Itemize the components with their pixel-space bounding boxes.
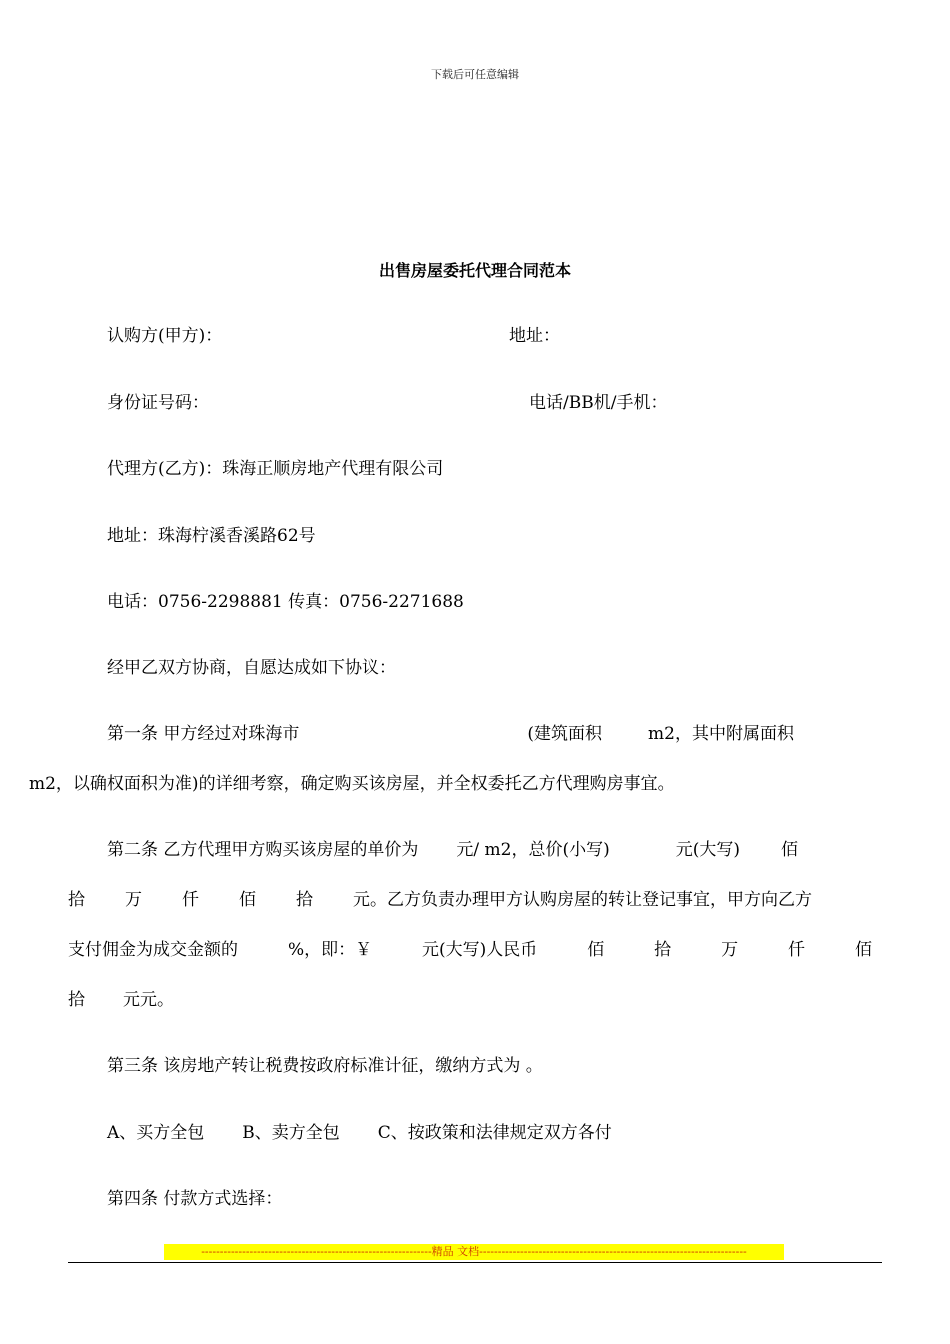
article-2-text-m: 佰 xyxy=(587,940,605,960)
article-2-text-c: 元(大写) xyxy=(675,840,741,860)
header-note: 下载后可任意编辑 xyxy=(431,68,519,81)
party-a-label: 认购方(甲方)： xyxy=(107,326,223,346)
article-2-text-j-line1: 元。乙方负责办理甲方认购房屋的转让登记事宜，甲方向乙方 xyxy=(353,890,812,910)
article-4: 第四条 付款方式选择： xyxy=(107,1189,283,1209)
article-2-text-n: 拾 xyxy=(654,940,672,960)
article-2-text-g: 仟 xyxy=(182,890,199,910)
article-2-text-b: 元/ m2，总价(小写) xyxy=(456,840,610,860)
party-b-contact: 电话：0756-2298881 传真：0756-2271688 xyxy=(107,592,464,612)
article-2-text-o: 万 xyxy=(721,940,739,960)
document-title: 出售房屋委托代理合同范本 xyxy=(378,261,571,280)
article-1-part4: m2，以确权面积为准)的详细考察，确定购买该房屋，并全权委托乙方代理购房事宜。 xyxy=(29,774,675,794)
phone-label: 电话/BB机/手机： xyxy=(529,393,668,413)
article-2-text-r: 拾 xyxy=(68,990,85,1010)
article-3: 第三条 该房地产转让税费按政府标准计征，缴纳方式为 。 xyxy=(107,1056,543,1076)
article-2-text-k: %，即：￥ xyxy=(287,940,373,960)
article-2-row3 xyxy=(68,938,872,962)
article-2-text-a: 第二条 乙方代理甲方购买该房屋的单价为 xyxy=(107,840,419,860)
article-2-text-l: 元(大写)人民币 xyxy=(422,940,538,960)
article-2-text-q: 佰 xyxy=(854,940,872,960)
article-2-text-p: 仟 xyxy=(788,940,806,960)
footer-banner: --------------------------------------------------------------精品 文档------------------------------------------------------------------------ xyxy=(164,1244,784,1260)
option-a: A、买方全包 xyxy=(107,1123,205,1143)
article-1 xyxy=(29,709,872,809)
article-1-part1: 第一条 甲方经过对珠海市 xyxy=(107,724,300,744)
party-a-address-label: 地址： xyxy=(509,326,560,346)
payment-options xyxy=(107,1121,612,1145)
article-2-text-f: 万 xyxy=(125,890,142,910)
id-number-label: 身份证号码： xyxy=(107,393,209,413)
option-b: B、卖方全包 xyxy=(242,1123,340,1143)
article-2-text-e: 拾 xyxy=(68,890,85,910)
article-2-text-h: 佰 xyxy=(239,890,256,910)
party-b-address: 地址：珠海柠溪香溪路62号 xyxy=(107,526,316,546)
intro-text: 经甲乙双方协商，自愿达成如下协议： xyxy=(107,658,396,678)
option-c: C、按政策和法律规定双方各付 xyxy=(377,1123,612,1143)
article-1-part3: m2，其中附属面积 xyxy=(648,724,794,744)
article-2 xyxy=(68,825,872,875)
article-2-text-d: 佰 xyxy=(781,840,799,860)
article-2-text-s: 元元。 xyxy=(123,990,174,1010)
article-2-row4 xyxy=(68,988,174,1012)
article-1-part2: (建筑面积 xyxy=(527,724,603,744)
footer-rule xyxy=(68,1262,882,1263)
party-b: 代理方(乙方)：珠海正顺房地产代理有限公司 xyxy=(107,459,444,479)
article-2-row2 xyxy=(68,888,872,912)
article-2-text-i: 拾 xyxy=(296,890,313,910)
article-2-text-j-line2: 支付佣金为成交金额的 xyxy=(68,940,238,960)
